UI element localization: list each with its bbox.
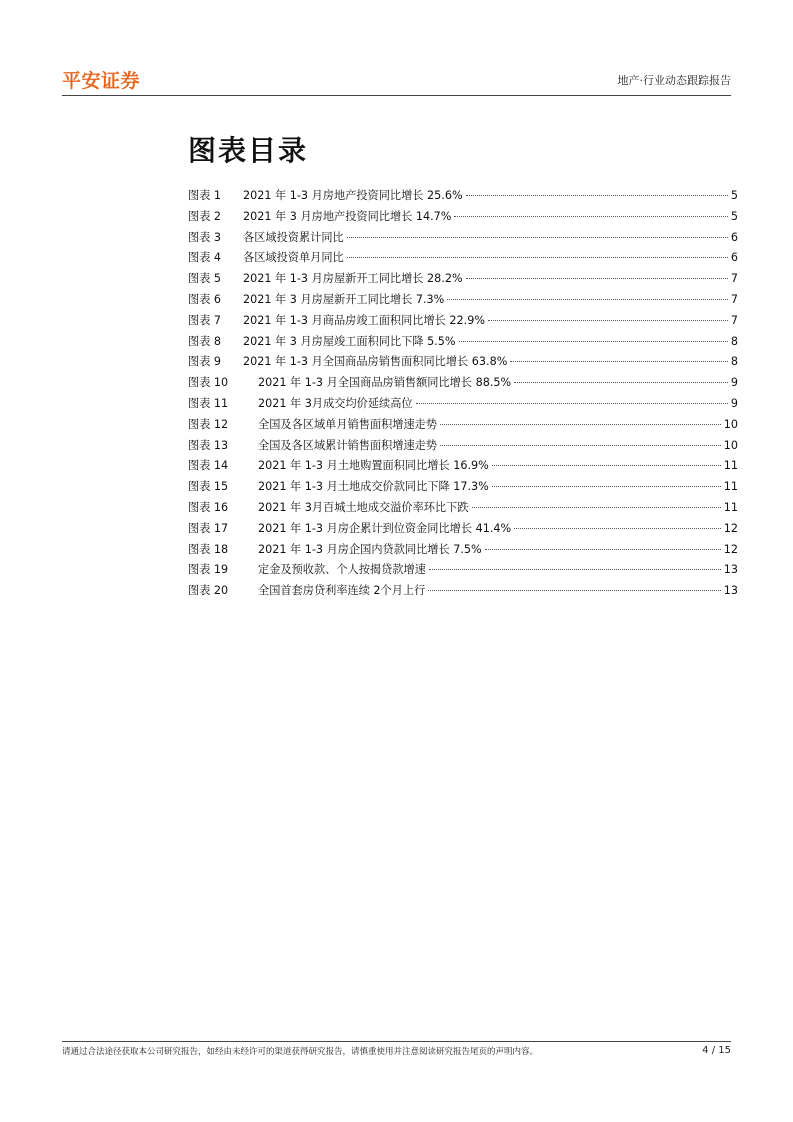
- toc-leader-dots: [488, 320, 728, 321]
- page-title: 图表目录: [188, 134, 309, 167]
- header-report-title: 地产·行业动态跟踪报告: [617, 74, 731, 87]
- toc-label: 图表 4: [188, 251, 222, 265]
- toc-text: 2021 年 1-3 月土地成交价款同比下降 17.3%: [258, 480, 489, 494]
- toc-text: 2021 年 1-3 月商品房竣工面积同比增长 22.9%: [243, 313, 485, 327]
- toc-page-number: 12: [723, 521, 738, 535]
- toc-text: 2021 年 1-3 月土地购置面积同比增长 16.9%: [258, 459, 489, 473]
- toc-text: 定金及预收款、个人按揭贷款增速: [258, 563, 426, 577]
- toc-page-number: 11: [723, 480, 738, 494]
- toc-label: 图表 20: [188, 584, 229, 598]
- toc-page-number: 10: [723, 438, 738, 452]
- toc-text: 2021 年 3月成交均价延续高位: [258, 396, 413, 410]
- toc-entry-1[interactable]: [188, 187, 738, 208]
- toc-text: 2021 年 1-3 月房屋新开工同比增长 28.2%: [243, 272, 463, 286]
- toc-page-number: 8: [730, 334, 738, 348]
- header-logo: 平安证券: [62, 70, 141, 92]
- toc-label: 图表 2: [188, 209, 222, 223]
- toc-label: 图表 7: [188, 313, 222, 327]
- toc-entry-13[interactable]: [188, 437, 738, 458]
- toc-label: 图表 13: [188, 438, 229, 452]
- toc-label: 图表 18: [188, 542, 229, 556]
- toc-label: 图表 14: [188, 459, 229, 473]
- toc-leader-dots: [454, 216, 727, 217]
- toc-entry-17[interactable]: [188, 520, 738, 541]
- toc-leader-dots: [429, 569, 721, 570]
- footer-disclaimer: 请通过合法途径获取本公司研究报告，如经由未经许可的渠道获得研究报告，请慎重使用并注意阅读研究报告尾页的声明内容。: [62, 1047, 539, 1057]
- toc-leader-dots: [447, 299, 728, 300]
- toc-entry-6[interactable]: [188, 291, 738, 312]
- toc-page-number: 9: [730, 376, 738, 390]
- toc-label: 图表 15: [188, 480, 229, 494]
- toc-entry-8[interactable]: [188, 333, 738, 354]
- toc-text: 全国首套房贷利率连续 2个月上行: [258, 584, 426, 598]
- toc-leader-dots: [485, 549, 721, 550]
- toc-text: 2021 年 1-3 月房地产投资同比增长 25.6%: [243, 189, 463, 202]
- toc-entry-12[interactable]: [188, 416, 738, 437]
- toc-leader-dots: [440, 424, 721, 425]
- toc-page-number: 7: [730, 292, 738, 306]
- toc-text: 全国及各区域累计销售面积增速走势: [258, 438, 438, 452]
- toc-entry-4[interactable]: [188, 249, 738, 270]
- header-divider: [62, 95, 731, 96]
- toc-entry-11[interactable]: [188, 395, 738, 416]
- toc-page-number: 12: [723, 542, 738, 556]
- toc-page-number: 13: [723, 584, 738, 598]
- toc-leader-dots: [514, 528, 721, 529]
- toc-leader-dots: [347, 237, 728, 238]
- toc-entry-20[interactable]: [188, 582, 738, 603]
- toc-text: 2021 年 3 月房屋新开工同比增长 7.3%: [243, 292, 445, 306]
- toc-entry-9[interactable]: [188, 353, 738, 374]
- toc-leader-dots: [466, 195, 728, 196]
- toc-entry-15[interactable]: [188, 478, 738, 499]
- toc-page-number: 5: [730, 209, 738, 223]
- toc-label: 图表 3: [188, 230, 222, 244]
- toc-entry-2[interactable]: [188, 208, 738, 229]
- toc-text: 2021 年 3 月房屋竣工面积同比下降 5.5%: [243, 334, 456, 348]
- toc-page-number: 11: [723, 500, 738, 514]
- toc-entry-16[interactable]: [188, 499, 738, 520]
- toc-leader-dots: [466, 278, 728, 279]
- toc-label: 图表 6: [188, 292, 222, 306]
- toc-label: 图表 5: [188, 272, 222, 286]
- toc-page-number: 5: [730, 189, 738, 202]
- toc-entry-7[interactable]: [188, 312, 738, 333]
- toc-text: 各区域投资累计同比: [243, 230, 344, 244]
- toc-label: 图表 19: [188, 563, 229, 577]
- toc-leader-dots: [510, 361, 728, 362]
- toc-leader-dots: [459, 341, 728, 342]
- toc-page-number: 10: [723, 417, 738, 431]
- toc-label: 图表 9: [188, 355, 222, 369]
- toc-label: 图表 1: [188, 189, 222, 202]
- toc-text: 全国及各区域单月销售面积增速走势: [258, 417, 438, 431]
- toc-label: 图表 16: [188, 500, 229, 514]
- footer-divider: [62, 1041, 731, 1042]
- toc-leader-dots: [492, 486, 721, 487]
- toc-leader-dots: [347, 257, 728, 258]
- toc-text: 2021 年 1-3 月全国商品房销售额同比增长 88.5%: [258, 376, 512, 390]
- toc-page-number: 11: [723, 459, 738, 473]
- toc-leader-dots: [492, 465, 721, 466]
- toc-text: 2021 年 1-3 月房企累计到位资金同比增长 41.4%: [258, 521, 512, 535]
- toc-text: 2021 年 3月百城土地成交溢价率环比下跌: [258, 500, 469, 514]
- toc-leader-dots: [514, 382, 728, 383]
- toc-label: 图表 8: [188, 334, 222, 348]
- toc-text: 2021 年 1-3 月房企国内贷款同比增长 7.5%: [258, 542, 482, 556]
- toc-text: 各区域投资单月同比: [243, 251, 344, 265]
- toc-page-number: 13: [723, 563, 738, 577]
- toc-entry-5[interactable]: [188, 270, 738, 291]
- toc-page-number: 6: [730, 251, 738, 265]
- toc-text: 2021 年 3 月房地产投资同比增长 14.7%: [243, 209, 452, 223]
- toc-entry-19[interactable]: [188, 561, 738, 582]
- toc-leader-dots: [472, 507, 721, 508]
- toc-entry-10[interactable]: [188, 374, 738, 395]
- toc-leader-dots: [428, 590, 720, 591]
- toc-label: 图表 11: [188, 396, 229, 410]
- toc-label: 图表 12: [188, 417, 229, 431]
- toc-entry-18[interactable]: [188, 541, 738, 562]
- toc-label: 图表 10: [188, 376, 229, 390]
- toc-entry-3[interactable]: [188, 229, 738, 250]
- toc-page-number: 7: [730, 313, 738, 327]
- toc-page-number: 9: [730, 396, 738, 410]
- toc-label: 图表 17: [188, 521, 229, 535]
- toc-leader-dots: [440, 445, 721, 446]
- toc-entry-14[interactable]: [188, 457, 738, 478]
- toc-page-number: 8: [730, 355, 738, 369]
- toc-leader-dots: [416, 403, 728, 404]
- table-of-figures: [188, 187, 738, 603]
- toc-page-number: 6: [730, 230, 738, 244]
- footer-page-number: 4 / 15: [702, 1045, 731, 1056]
- toc-page-number: 7: [730, 272, 738, 286]
- toc-text: 2021 年 1-3 月全国商品房销售面积同比增长 63.8%: [243, 355, 508, 369]
